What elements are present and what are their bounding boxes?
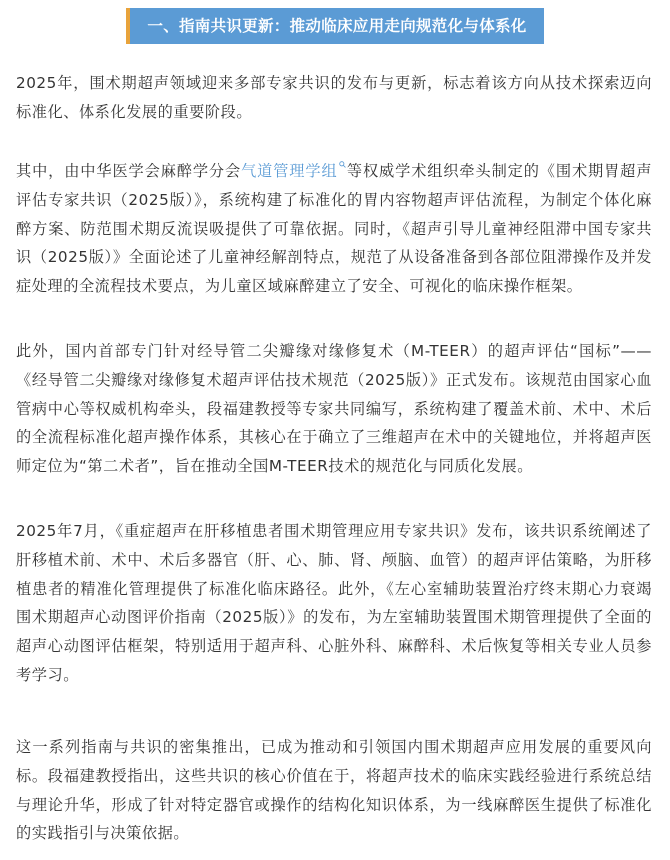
paragraph-m-teer: 此外，国内首部专门针对经导管二尖瓣缘对缘修复术（M-TEER）的超声评估“国标”——《经导管二尖瓣缘对缘修复术超声评估技术规范（2025版）》正式发布。该规范由国家心血管病中心等权威机构牵头，段福建教授等专家共同编写，系统构建了覆盖术前、术中、术后的全流程标准化超声操作体系，其核心在于确立了三维超声在术中的关键地位，并将超声医师定位为“第二术者”，旨在推动全国M-TEER技术的规范化与同质化发展。	[16, 342, 652, 476]
section-header	[126, 8, 544, 44]
paragraph-summary: 这一系列指南与共识的密集推出，已成为推动和引领国内围术期超声应用发展的重要风向标。段福建教授指出，这些共识的核心价值在于，将超声技术的临床实践经验进行系统总结与理论升华，形成了针对特定器官或操作的结构化知识体系，为一线麻醉医生提供了标准化的实践指引与决策依据。	[16, 738, 652, 843]
paragraph-intro: 2025年，围术期超声领域迎来多部专家共识的发布与更新，标志着该方向从技术探索迈向标准化、体系化发展的重要阶段。	[16, 74, 652, 121]
paragraph-liver-transplant: 2025年7月，《重症超声在肝移植患者围术期管理应用专家共识》发布，该共识系统阐述了肝移植术前、术中、术后多器官（肝、心、肺、肾、颅脑、血管）的超声评估策略，为肝移植患者的精准化管理提供了标准化临床路径。此外，《左心室辅助装置治疗终末期心力衰竭围术期超声心动图评价指南（2025版）》的发布，为左室辅助装置围术期管理提供了全面的超声心动图评估框架，特别适用于超声科、心脏外科、麻醉科、术后恢复等相关专业人员参考学习。	[16, 522, 652, 684]
airway-group-link[interactable]: 气道管理学组	[241, 162, 338, 180]
paragraph-text: 其中，由中华医学会麻醉学分会	[16, 162, 242, 180]
paragraph-text: 等权威学术组织牵头制定的《围术期胃超声评估专家共识（2025版）》，系统构建了标准化的胃内容物超声评估流程，为制定个体化麻醉方案、防范围术期反流误吸提供了可靠依据。同时，《超声引导儿童神经阻滞中国专家共识（2025版）》全面论述了儿童神经解剖特点，规范了从设备准备到各部位阻滞操作及并发症处理的全流程技术要点，为儿童区域麻醉建立了安全、可视化的临床操作框架。	[16, 162, 652, 296]
paragraph-consensus-list	[16, 157, 652, 301]
search-icon[interactable]	[339, 161, 346, 168]
section-title: 一、指南共识更新：推动临床应用走向规范化与体系化	[130, 8, 544, 44]
